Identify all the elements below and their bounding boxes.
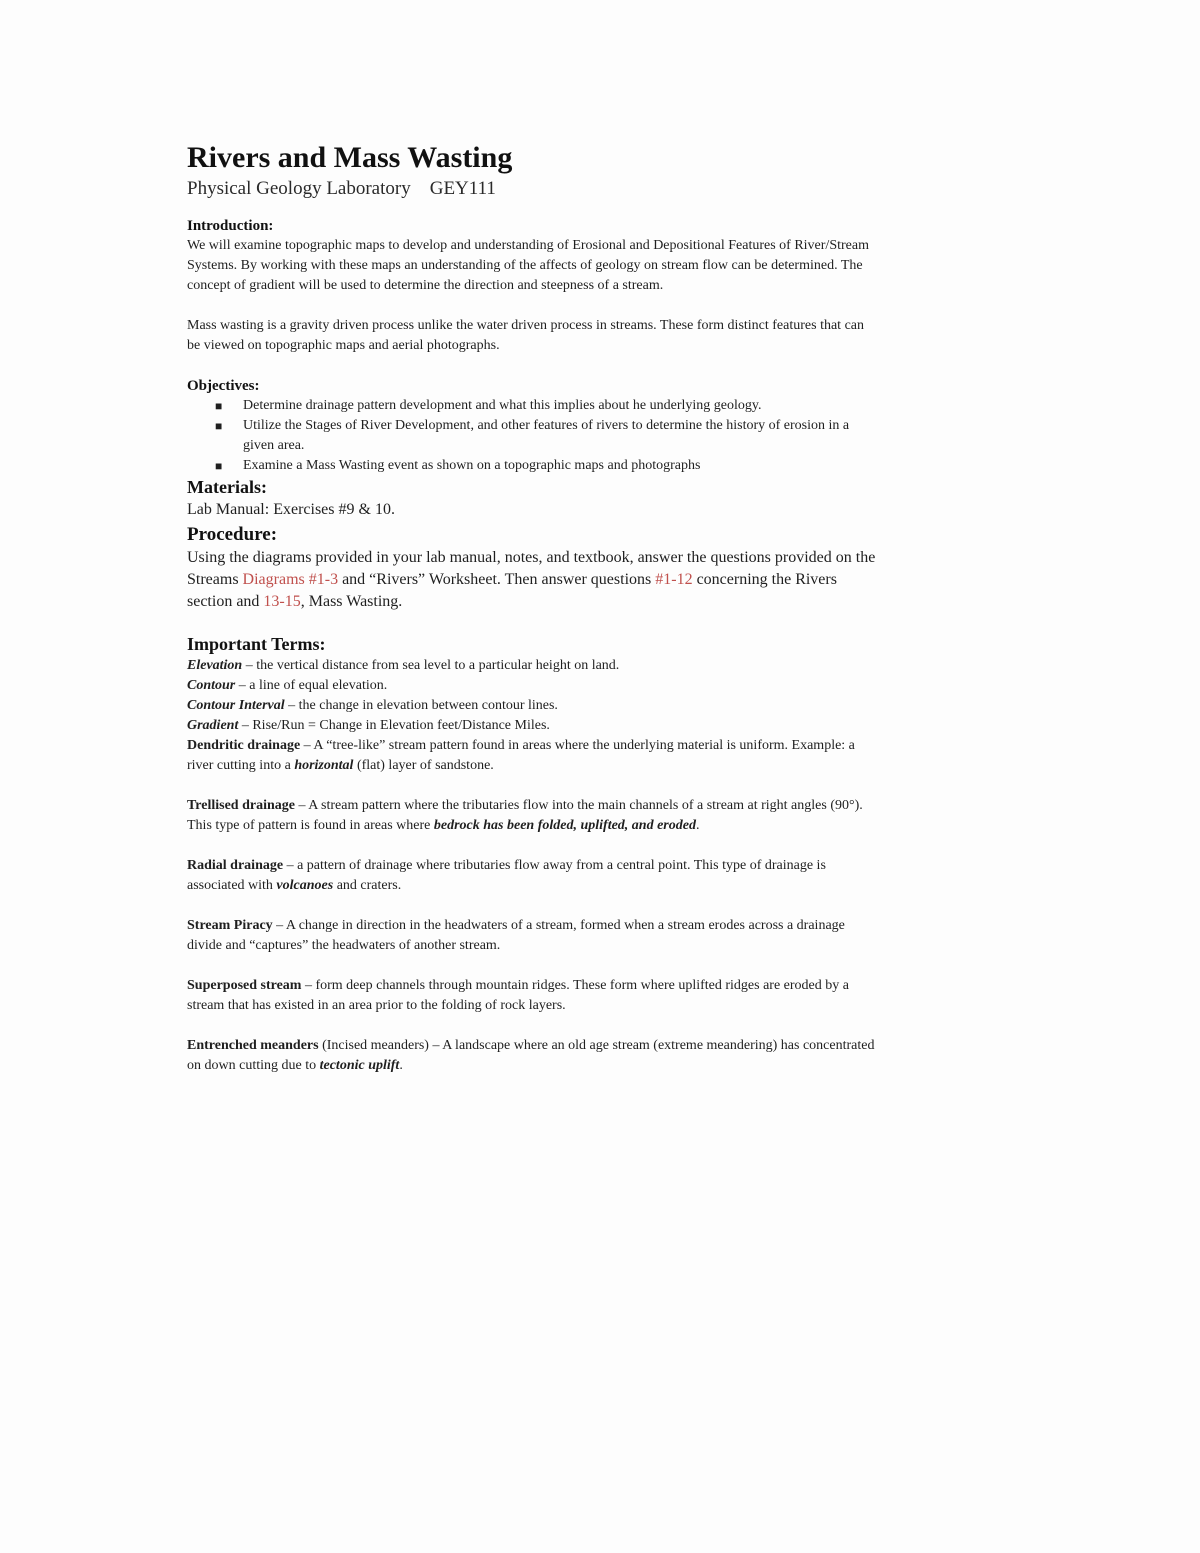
term-emphasis: volcanoes bbox=[276, 878, 334, 893]
term-emphasis: bedrock has been folded, uplifted, and eroded bbox=[433, 818, 696, 833]
term-name: Elevation bbox=[187, 658, 243, 673]
objective-text: Determine drainage pattern development and what this implies about he underlying geology. bbox=[243, 398, 762, 413]
term-gradient bbox=[187, 716, 877, 736]
document-title: Rivers and Mass Wasting bbox=[187, 141, 513, 174]
term-name: Gradient bbox=[187, 718, 239, 733]
term-trellised-drainage bbox=[187, 796, 877, 836]
term-superposed-stream bbox=[187, 976, 877, 1016]
term-name: Contour bbox=[187, 678, 236, 693]
term-name: Trellised drainage bbox=[187, 798, 295, 813]
procedure-text-part: concerning the Rivers section and bbox=[187, 571, 837, 610]
term-definition: – A stream pattern where the tributaries flow into the main channels of a stream at right angles (90°). This type of pattern is found in areas where bbox=[187, 798, 863, 833]
document-content bbox=[187, 140, 877, 1076]
term-definition: – Rise/Run = Change in Elevation feet/Distance Miles. bbox=[238, 718, 550, 733]
term-definition: (flat) layer of sandstone. bbox=[353, 758, 494, 773]
term-radial-drainage bbox=[187, 856, 877, 896]
objectives-heading: Objectives: bbox=[187, 378, 260, 394]
term-elevation bbox=[187, 656, 877, 676]
term-definition: – A “tree-like” stream pattern found in areas where the underlying material is uniform. Example: a river cutting into a bbox=[187, 738, 855, 773]
materials-text: Lab Manual: Exercises #9 & 10. bbox=[187, 501, 395, 518]
term-emphasis: horizontal bbox=[294, 758, 354, 773]
term-definition: – a pattern of drainage where tributaries flow away from a central point. This type of drainage is associated with bbox=[187, 858, 826, 893]
procedure-text-part: , Mass Wasting. bbox=[300, 593, 403, 610]
term-entrenched-meanders bbox=[187, 1036, 877, 1076]
objective-text: Utilize the Stages of River Development, and other features of rivers to determine the history of erosion in a given area. bbox=[243, 418, 850, 453]
term-definition: . bbox=[399, 1058, 403, 1073]
term-definition: – the change in elevation between contour lines. bbox=[284, 698, 558, 713]
term-parenthetical: (Incised meanders) bbox=[318, 1038, 429, 1053]
term-name: Contour Interval bbox=[187, 698, 285, 713]
procedure-text bbox=[187, 547, 877, 613]
questions-reference: #1-12 bbox=[655, 571, 693, 588]
term-definition: – A landscape where an old age stream (extreme meandering) has concentrated on down cutting due to bbox=[187, 1038, 875, 1073]
diagrams-reference: Diagrams #1-3 bbox=[242, 571, 339, 588]
objective-text: Examine a Mass Wasting event as shown on a topographic maps and photographs bbox=[243, 458, 701, 473]
procedure-heading: Procedure: bbox=[187, 524, 278, 545]
objectives-list bbox=[187, 396, 877, 476]
term-name: Entrenched meanders bbox=[187, 1038, 319, 1053]
introduction-paragraph-2: Mass wasting is a gravity driven process unlike the water driven process in streams. These form distinct features that can be viewed on topographic maps and aerial photographs. bbox=[187, 318, 864, 353]
bullet-icon: ■ bbox=[215, 399, 223, 413]
term-definition: – form deep channels through mountain ridges. These form where uplifted ridges are eroded by a stream that has existed in an area prior to the folding of rock layers. bbox=[187, 978, 849, 1013]
mass-wasting-reference: 13-15 bbox=[263, 593, 301, 610]
term-definition: – a line of equal elevation. bbox=[235, 678, 388, 693]
term-stream-piracy bbox=[187, 916, 877, 956]
objective-item bbox=[215, 396, 877, 416]
bullet-icon: ■ bbox=[215, 419, 223, 433]
term-contour-interval bbox=[187, 696, 877, 716]
procedure-text-part: and “Rivers” Worksheet. Then answer questions bbox=[338, 571, 656, 588]
term-dendritic-drainage bbox=[187, 736, 877, 776]
term-definition: – the vertical distance from sea level to a particular height on land. bbox=[242, 658, 620, 673]
term-definition: . bbox=[695, 818, 700, 833]
term-name: Dendritic drainage bbox=[187, 738, 301, 753]
document-subtitle: Physical Geology Laboratory GEY111 bbox=[187, 178, 496, 199]
introduction-paragraph-1: We will examine topographic maps to develop and understanding of Erosional and Depositional Features of River/Stream Systems. By working with these maps an understanding of the affects of geology on stream flow can be determined. The concept of gradient will be used to determine the direction and steepness of a stream. bbox=[187, 238, 869, 293]
term-name: Stream Piracy bbox=[187, 918, 273, 933]
term-name: Radial drainage bbox=[187, 858, 284, 873]
procedure-text-part: Using the diagrams provided in your lab manual, notes, and textbook, answer the questions provided on the Streams bbox=[187, 549, 876, 588]
objective-item bbox=[215, 456, 877, 476]
term-contour bbox=[187, 676, 877, 696]
term-definition: – A change in direction in the headwaters of a stream, formed when a stream erodes across a drainage divide and “captures” the headwaters of another stream. bbox=[187, 918, 845, 953]
introduction-heading: Introduction: bbox=[187, 218, 274, 234]
term-name: Superposed stream bbox=[187, 978, 302, 993]
term-emphasis: tectonic uplift bbox=[319, 1058, 400, 1073]
term-definition: and craters. bbox=[333, 878, 402, 893]
materials-heading: Materials: bbox=[187, 477, 267, 497]
bullet-icon: ■ bbox=[215, 459, 223, 473]
objective-item bbox=[215, 416, 877, 456]
important-terms-heading: Important Terms: bbox=[187, 634, 326, 654]
